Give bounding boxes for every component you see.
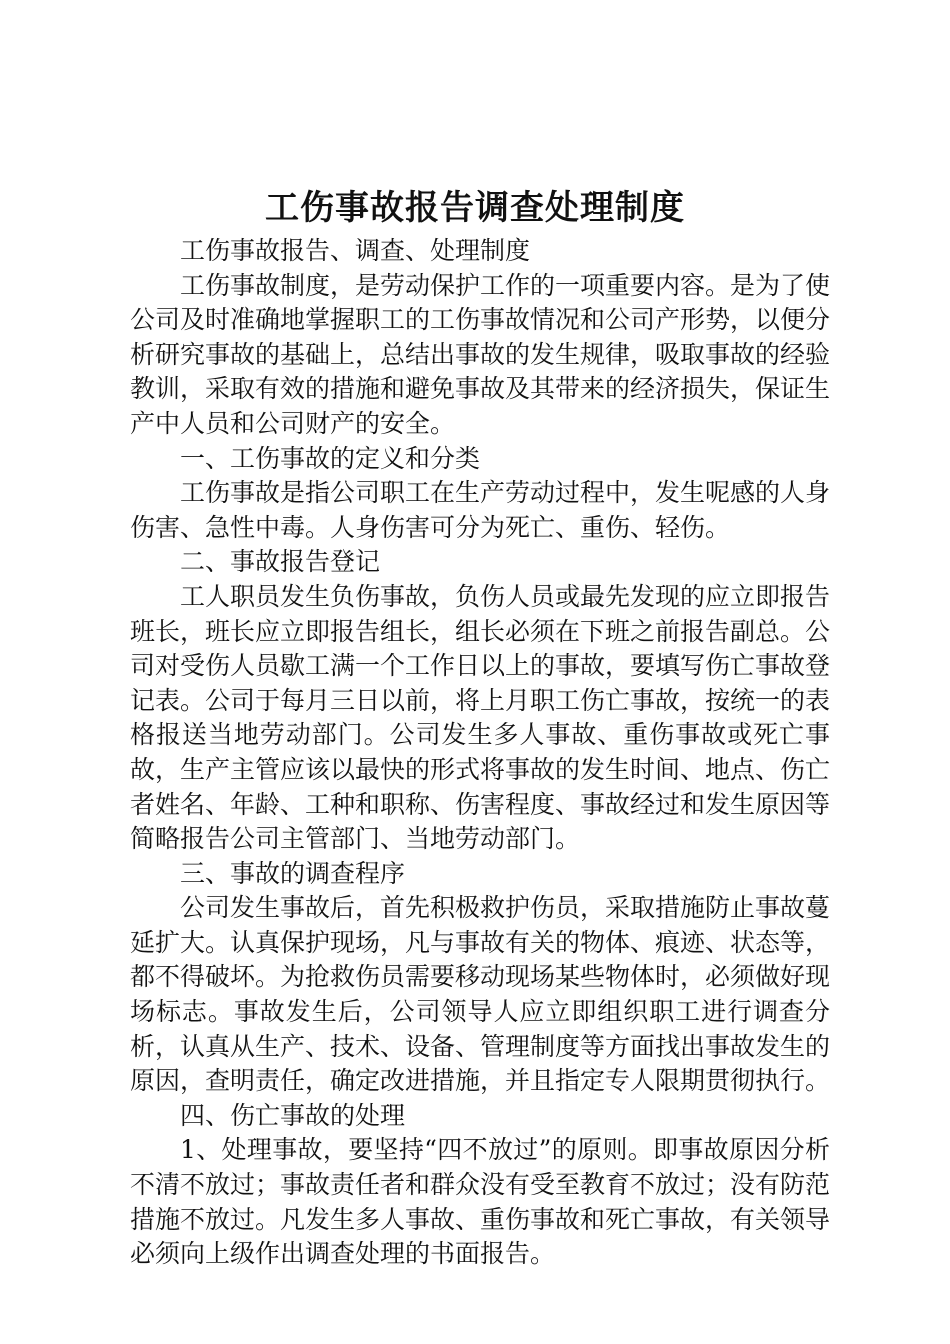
paragraph-reporting: 工人职员发生负伤事故，负伤人员或最先发现的应立即报告班长，班长应立即报告组长，组长必须在下班之前报告副总。公司对受伤人员歇工满一个工作日以上的事故，要填写伤亡事故登记表。公司于每月三日以前，将上月职工伤亡事故，按统一的表格报送当地劳动部门。公司发生多人事故、重伤事故或死亡事故，生产主管应该以最快的形式将事故的发生时间、地点、伤亡者姓名、年龄、工种和职称、伤害程度、事故经过和发生原因等简略报告公司主管部门、当地劳动部门。 <box>130 581 831 854</box>
section-heading-definition: 一、工伤事故的定义和分类 <box>180 443 481 473</box>
section-heading-investigation: 三、事故的调查程序 <box>180 858 406 888</box>
document-title: 工伤事故报告调查处理制度 <box>265 188 685 228</box>
document-body <box>130 234 830 1272</box>
paragraph-definition: 工伤事故是指公司职工在生产劳动过程中，发生呢感的人身伤害、急性中毒。人身伤害可分为死亡、重伤、轻伤。 <box>130 478 831 542</box>
section-heading-reporting: 二、事故报告登记 <box>180 547 381 577</box>
section-heading-handling: 四、伤亡事故的处理 <box>180 1100 406 1130</box>
paragraph-intro: 工伤事故制度，是劳动保护工作的一项重要内容。是为了使公司及时准确地掌握职工的工伤事故情况和公司产形势，以便分析研究事故的基础上，总结出事故的发生规律，吸取事故的经验教训，采取有效的措施和避免事故及其带来的经济损失，保证生产中人员和公司财产的安全。 <box>130 270 831 438</box>
paragraph-handling: 1、处理事故，要坚持“四不放过”的原则。即事故原因分析不清不放过；事故责任者和群众没有受至教育不放过；没有防范措施不放过。凡发生多人事故、重伤事故和死亡事故，有关领导必须向上级作出调查处理的书面报告。 <box>130 1135 831 1269</box>
paragraph-subtitle: 工伤事故报告、调查、处理制度 <box>180 236 531 265</box>
paragraph-investigation: 公司发生事故后，首先积极救护伤员，采取措施防止事故蔓延扩大。认真保护现场，凡与事故有关的物体、痕迹、状态等，都不得破坏。为抢救伤员需要移动现场某些物体时，必须做好现场标志。事故发生后，公司领导人应立即组织职工进行调查分析，认真从生产、技术、设备、管理制度等方面找出事故发生的原因，查明责任，确定改进措施，并且指定专人限期贯彻执行。 <box>130 893 831 1096</box>
